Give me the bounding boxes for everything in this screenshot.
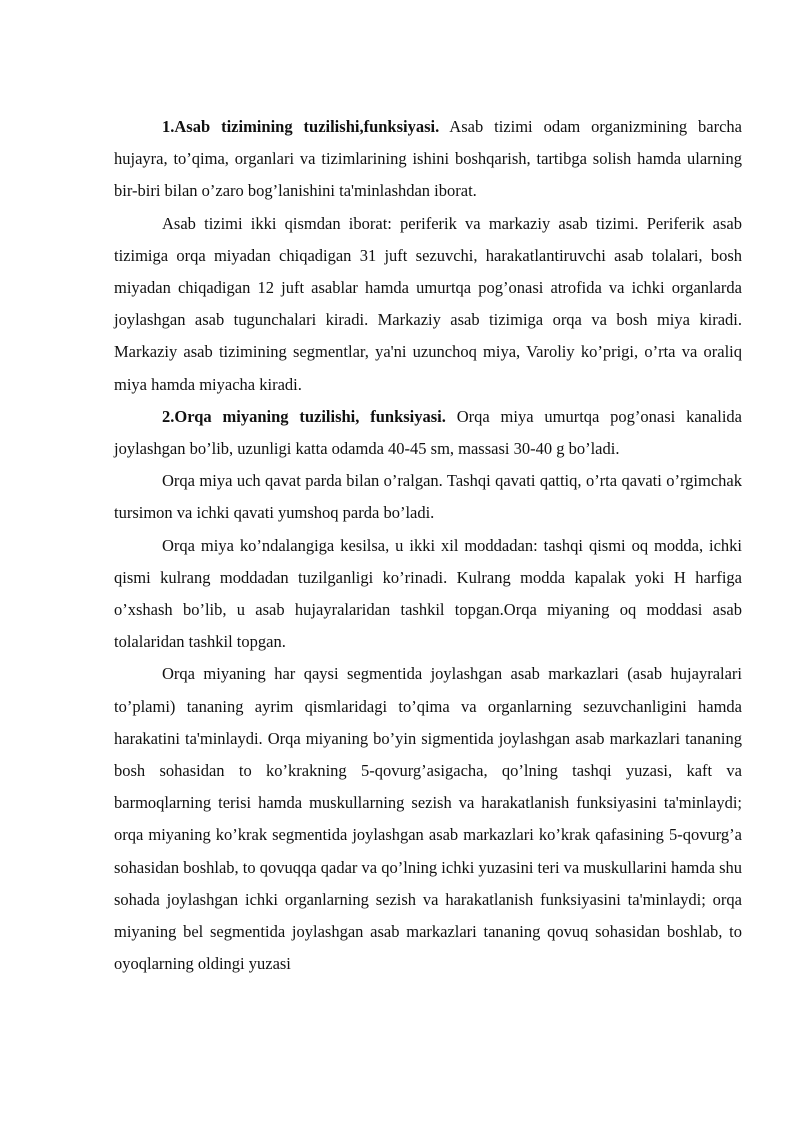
document-body bbox=[114, 111, 742, 980]
section-heading-2: 2.Orqa miyaning tuzilishi, funksiyasi. bbox=[162, 406, 446, 426]
paragraph-5 bbox=[114, 530, 742, 659]
paragraph-3-text: Orqa miya umurtqa pog’onasi kanalida joylashgan bo’lib, uzunligi katta odamda 40-45 sm, massasi 30-40 g bo’ladi. bbox=[114, 406, 742, 459]
paragraph-1 bbox=[114, 111, 742, 208]
section-heading-1: 1.Asab tizimining tuzilishi,funksiyasi. bbox=[162, 117, 440, 136]
paragraph-4 bbox=[114, 465, 742, 529]
paragraph-6-text: Orqa miyaning har qaysi segmentida joylashgan asab markazlari (asab hujayralari to’plami) tananing ayrim qismlaridagi to’qima va organlarning sezuvchanligini hamda harakatini ta'minlaydi. Orqa miyaning bo’yin sigmentida joylashgan asab markazlari tananing bosh sohasidan to ko’krakning 5-qovurg’asigacha, qo’lning tashqi yuzasi, kaft va barmoqlarning terisi hamda muskullarning sezish va harakatlanish funksiyasini ta'minlaydi; orqa miyaning ko’krak segmentida joylashgan asab markazlari ko’krak qafasining 5-qovurg’a sohasidan boshlab, to qovuqqa qadar va qo’lning ichki yuzasini teri va muskullarini hamda shu sohada joylashgan ichki organlarning sezish va harakatlanish funksiyasini ta'minlaydi; orqa miyaning bel segmentida joylashgan asab markazlari tananing qovuq sohasidan boshlab, to oyoqlarning oldingi yuzasi bbox=[114, 664, 742, 974]
paragraph-3 bbox=[114, 401, 742, 465]
paragraph-1-text: Asab tizimi odam organizmining barcha hujayra, to’qima, organlari va tizimlarining ishini boshqarish, tartibga solish hamda ularning bir-biri bilan o’zaro bog’lanishini ta'minlashdan iborat. bbox=[114, 117, 742, 201]
paragraph-2-text: Asab tizimi ikki qismdan iborat: periferik va markaziy asab tizimi. Periferik asab tizimiga orqa miyadan chiqadigan 31 juft sezuvchi, harakatlantiruvchi asab tolalari, bosh miyadan chiqadigan 12 juft asablar hamda umurtqa pog’onasi atrofida va ichki organlarda joylashgan asab tugunchalari kiradi. Markaziy asab tizimiga orqa va bosh miya kiradi. Markaziy asab tizimining segmentlar, ya'ni uzunchoq miya, Varoliy ko’prigi, o’rta va oraliq miya hamda miyacha kiradi. bbox=[114, 213, 742, 394]
paragraph-2 bbox=[114, 208, 742, 401]
paragraph-4-text: Orqa miya uch qavat parda bilan o’ralgan. Tashqi qavati qattiq, o’rta qavati o’rgimchak tursimon va ichki qavati yumshoq parda bo’ladi. bbox=[114, 471, 742, 523]
paragraph-6 bbox=[114, 658, 742, 980]
paragraph-5-text: Orqa miya ko’ndalangiga kesilsa, u ikki xil moddadan: tashqi qismi oq modda, ichki qismi kulrang moddadan tuzilganligi ko’rinadi. Kulrang modda kapalak yoki H harfiga o’xshash bo’lib, u asab hujayralaridan tashkil topgan.Orqa miyaning oq moddasi asab tolalaridan tashkil topgan. bbox=[114, 535, 742, 652]
